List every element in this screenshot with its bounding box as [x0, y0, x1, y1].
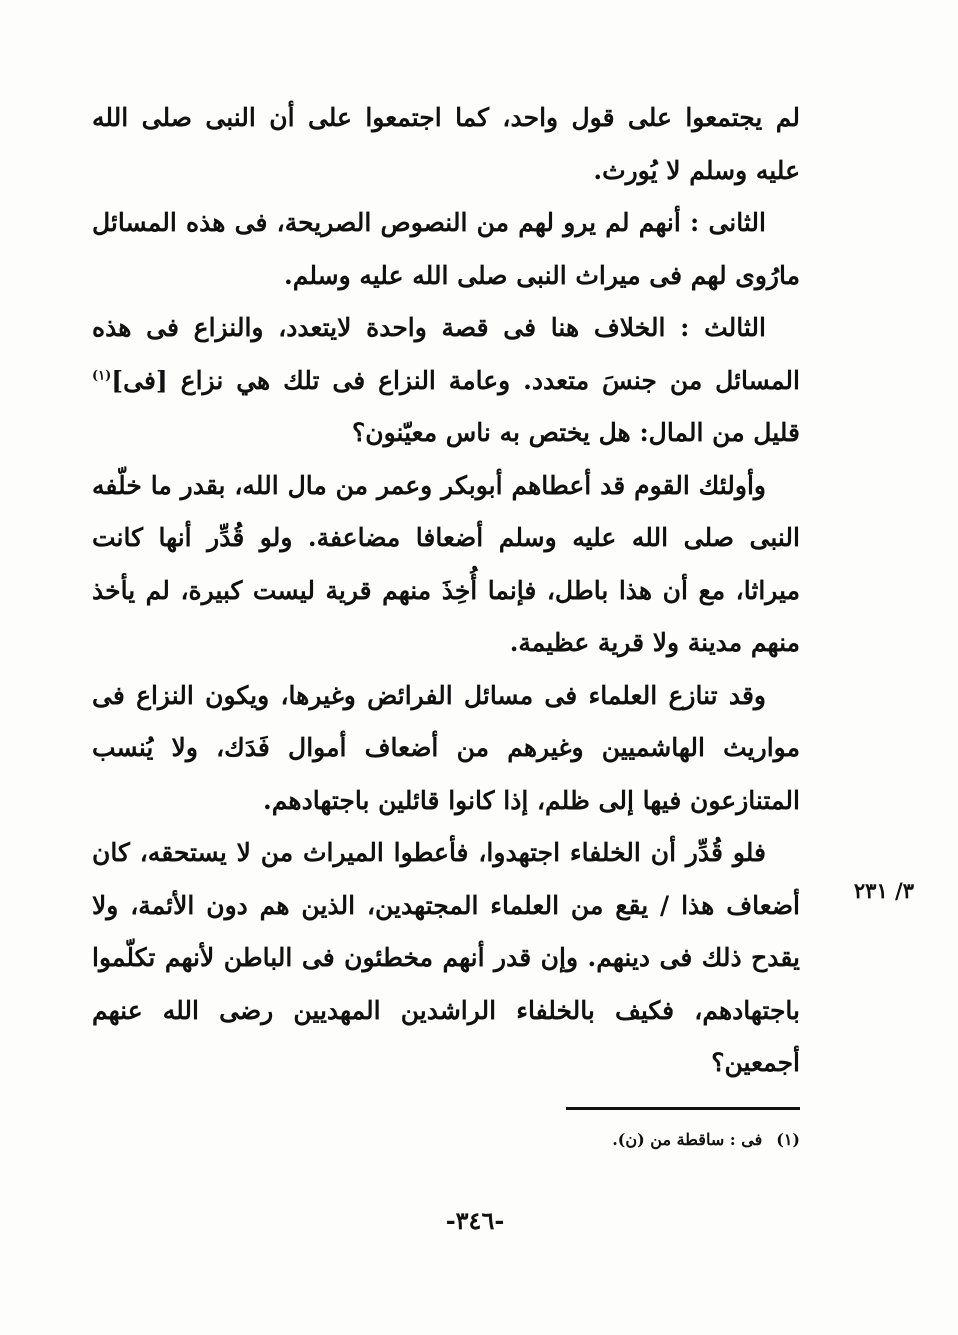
paragraph-4: وأولئك القوم قد أعطاهم أبوبكر وعمر من مال الله، بقدر ما خلّفه النبى صلى الله عليه وسلم أضعافا مضاعفة. ولو قُدِّر أنها كانت ميراثا، مع أن هذا باطل، فإنما أُخِذَ منهم قرية ليست كبيرة، لم يأخذ منهم مدينة ولا قرية عظيمة.: [92, 470, 800, 657]
footnote-reference-marker: (١): [92, 368, 112, 384]
margin-page-reference: ٣/ ٢٣١: [853, 878, 914, 903]
main-text-block: [92, 92, 800, 1090]
paragraph-3-text-end: قليل من المال: هل يختص به ناس معيّنون؟: [352, 418, 800, 447]
footnote: [460, 1127, 800, 1153]
paragraph-2: الثانى : أنهم لم يرو لهم من النصوص الصريحة، فى هذه المسائل مارُوى لهم فى ميراث النبى صلى الله عليه وسلم.: [92, 208, 800, 290]
paragraph-5: وقد تنازع العلماء فى مسائل الفرائض وغيرها، ويكون النزاع فى مواريث الهاشميين وغيرهم من أضعاف أموال فَدَك، ولا يُنسب المتنازعون فيها إلى ظلم، إذا كانوا قائلين باجتهادهم.: [92, 680, 800, 815]
paragraph-3-text-start: الثالث : الخلاف هنا فى قصة واحدة لايتعدد، والنزاع فى هذه المسائل من جنسَ متعدد. وعامة النزاع فى تلك هي نزاع [فى]: [92, 313, 800, 395]
footnote-number: (١): [776, 1130, 800, 1149]
footnote-separator: [566, 1107, 800, 1110]
paragraph-1: لم يجتمعوا على قول واحد، كما اجتمعوا على أن النبى صلى الله عليه وسلم لا يُورث.: [92, 103, 800, 185]
page-number: -٣٤٦-: [445, 1206, 505, 1235]
paragraph-3: [92, 302, 800, 460]
paragraph-6: فلو قُدِّر أن الخلفاء اجتهدوا، فأعطوا الميراث من لا يستحقه، كان أضعاف هذا / يقع من العلماء المجتهدين، الذين هم دون الأئمة، ولا يقدح ذلك فى دينهم. وإن قدر أنهم مخطئون فى الباطن لأنهم تكلّموا باجتهادهم، فكيف بالخلفاء الراشدين المهديين رضى الله عنهم أجمعين؟: [92, 838, 800, 1077]
footnote-text: فى : ساقطة من (ن).: [612, 1130, 763, 1149]
